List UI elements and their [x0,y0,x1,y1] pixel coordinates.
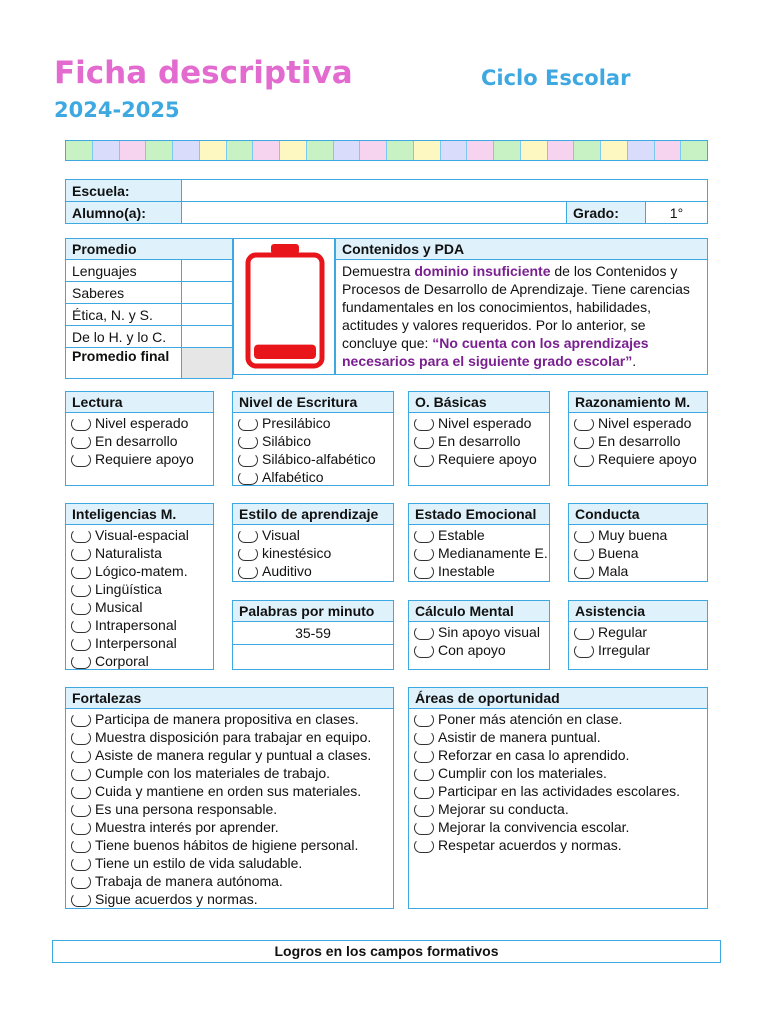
palabras-title: Palabras por minuto [233,601,393,622]
option-label: Nivel esperado [438,415,532,431]
strip-cell [120,141,147,160]
strip-cell [360,141,387,160]
oportunidad-option [414,746,707,764]
checkbox[interactable] [574,565,594,579]
strip-cell [66,141,93,160]
option-label: Nivel esperado [95,415,189,431]
checkbox[interactable] [71,435,91,449]
calculo-title: Cálculo Mental [409,601,549,622]
promedio-row: Lenguajes [66,260,182,282]
fortalezas-panel [65,687,394,909]
option-label: Sin apoyo visual [438,624,540,640]
checkbox[interactable] [71,857,91,871]
option-label: Es una persona responsable. [95,801,278,817]
fortalezas-option [71,872,393,890]
option-label: Participar en las actividades escolares. [438,783,681,799]
option-label: En desarrollo [598,433,681,449]
option-label: En desarrollo [438,433,521,449]
oportunidad-option [414,818,707,836]
checkbox[interactable] [414,821,434,835]
option-label: Mejorar la convivencia escolar. [438,819,630,835]
option-label: Tiene buenos hábitos de higiene personal. [95,837,359,853]
checkbox[interactable] [71,655,91,669]
palabras-panel [232,600,394,670]
checkbox[interactable] [414,417,434,431]
checkbox[interactable] [414,529,434,543]
lectura-option [71,414,213,432]
razonamiento-option [574,414,707,432]
checkbox[interactable] [71,453,91,467]
option-label: Mala [598,563,629,579]
option-label: Silábico [262,433,312,449]
fortalezas-option [71,800,393,818]
checkbox[interactable] [414,839,434,853]
escritura-option [238,468,393,486]
checkbox[interactable] [71,529,91,543]
fortalezas-option [71,854,393,872]
promedio-row: De lo H. y lo C. [66,326,182,348]
strip-cell [253,141,280,160]
strip-cell [307,141,334,160]
option-label: Sigue acuerdos y normas. [95,891,258,907]
inteligencias-option [71,652,213,670]
checkbox[interactable] [238,453,258,467]
checkbox[interactable] [71,547,91,561]
promedio-row: Ética, N. y S. [66,304,182,326]
checkbox[interactable] [238,435,258,449]
option-label: Naturalista [95,545,162,561]
cycle-label: Ciclo Escolar [481,66,631,90]
option-label: Irregular [598,642,651,658]
inteligencias-panel [65,503,214,670]
strip-cell [467,141,494,160]
checkbox[interactable] [574,626,594,640]
option-label: En desarrollo [95,433,178,449]
fortalezas-option [71,890,393,908]
strip-cell [93,141,120,160]
calculo-option [414,641,549,659]
fortalezas-option [71,782,393,800]
strip-cell [414,141,441,160]
razonamiento-panel [568,391,708,486]
razonamiento-option [574,432,707,450]
checkbox[interactable] [71,637,91,651]
lectura-option [71,450,213,468]
battery-icon [234,239,334,374]
palabras-value: 35-59 [233,622,393,645]
checkbox[interactable] [414,547,434,561]
option-label: Silábico-alfabético [262,451,376,467]
checkbox[interactable] [574,417,594,431]
checkbox[interactable] [414,453,434,467]
escritura-option [238,414,393,432]
conducta-option [574,562,707,580]
contenidos-conclusion: “No cuenta con los aprendizajes necesarios para el siguiente grado escolar” [342,335,649,369]
estilo-title: Estilo de aprendizaje [233,504,393,525]
option-label: Con apoyo [438,642,506,658]
conducta-option [574,544,707,562]
option-label: Regular [598,624,648,640]
emocional-title: Estado Emocional [409,504,549,525]
option-label: Muestra disposición para trabajar en equipo. [95,729,372,745]
asistencia-title: Asistencia [569,601,707,622]
oportunidad-option [414,782,707,800]
fortalezas-option [71,746,393,764]
option-label: Reforzar en casa lo aprendido. [438,747,630,763]
checkbox[interactable] [414,644,434,658]
strip-cell [655,141,682,160]
razonamiento-option [574,450,707,468]
lectura-panel [65,391,214,486]
calculo-option [414,623,549,641]
fortalezas-option [71,764,393,782]
fortalezas-option [71,728,393,746]
checkbox[interactable] [71,893,91,907]
fortalezas-option [71,836,393,854]
strip-cell [548,141,575,160]
asistencia-panel [568,600,708,670]
conducta-panel [568,503,708,582]
option-label: Muy buena [598,527,668,543]
escritura-option [238,450,393,468]
option-label: Requiere apoyo [598,451,697,467]
checkbox[interactable] [238,529,258,543]
option-label: Cumple con los materiales de trabajo. [95,765,331,781]
promedio-row: Saberes [66,282,182,304]
strip-cell [280,141,307,160]
strip-cell [574,141,601,160]
basicas-title: O. Básicas [409,392,549,413]
promedio-table [65,238,233,379]
promedio-value-field[interactable] [182,304,233,326]
contenidos-title: Contenidos y PDA [336,239,707,260]
option-label: Mejorar su conducta. [438,801,569,817]
option-label: Asiste de manera regular y puntual a clases. [95,747,372,763]
asistencia-option [574,623,707,641]
logros-title: Logros en los campos formativos [52,940,721,963]
promedio-value-field[interactable] [182,326,233,348]
option-label: Respetar acuerdos y normas. [438,837,622,853]
option-label: Corporal [95,653,149,669]
fortalezas-option [71,818,393,836]
grado-value: 1° [646,202,708,224]
checkbox[interactable] [414,785,434,799]
option-label: Requiere apoyo [438,451,537,467]
oportunidad-option [414,728,707,746]
contenidos-highlight: dominio insuficiente [414,263,551,279]
option-label: Presilábico [262,415,331,431]
option-label: Nivel esperado [598,415,692,431]
checkbox[interactable] [71,601,91,615]
calculo-panel [408,600,550,670]
option-label: Intrapersonal [95,617,177,633]
option-label: Visual-espacial [95,527,189,543]
option-label: Inestable [438,563,495,579]
checkbox[interactable] [238,471,258,485]
inteligencias-option [71,598,213,616]
option-label: Musical [95,599,143,615]
checkbox[interactable] [71,731,91,745]
escuela-label: Escuela: [66,180,182,202]
option-label: Lógico-matem. [95,563,188,579]
checkbox[interactable] [71,875,91,889]
estilo-option [238,562,393,580]
option-label: Asistir de manera puntual. [438,729,601,745]
strip-cell [387,141,414,160]
inteligencias-option [71,580,213,598]
strip-cell [521,141,548,160]
option-label: Cuida y mantiene en orden sus materiales. [95,783,362,799]
checkbox[interactable] [71,619,91,633]
escritura-title: Nivel de Escritura [233,392,393,413]
option-label: Buena [598,545,639,561]
checkbox[interactable] [71,803,91,817]
checkbox[interactable] [414,565,434,579]
checkbox[interactable] [238,417,258,431]
checkbox[interactable] [71,583,91,597]
checkbox[interactable] [574,453,594,467]
option-label: Alfabético [262,469,324,485]
promedio-final-label: Promedio final [66,348,182,379]
conducta-option [574,526,707,544]
cycle-years: 2024-2025 [54,98,180,122]
battery-level [254,345,316,359]
contenidos-text [336,260,707,372]
promedio-value-field[interactable] [182,260,233,282]
inteligencias-option [71,544,213,562]
fortalezas-title: Fortalezas [66,688,393,709]
inteligencias-option [71,562,213,580]
checkbox[interactable] [414,767,434,781]
estilo-panel [232,503,394,582]
strip-cell [200,141,227,160]
checkbox[interactable] [71,565,91,579]
conducta-title: Conducta [569,504,707,525]
emocional-option [414,526,549,544]
fortalezas-option [71,710,393,728]
promedio-final-field[interactable] [182,348,233,379]
checkbox[interactable] [574,529,594,543]
emocional-option [414,544,549,562]
checkbox[interactable] [238,547,258,561]
contenidos-text-part: Demuestra [342,263,415,279]
student-info-table [65,179,708,224]
option-label: Medianamente E. [438,545,548,561]
checkbox[interactable] [414,803,434,817]
checkbox[interactable] [414,749,434,763]
option-label: Cumplir con los materiales. [438,765,607,781]
option-label: Trabaja de manera autónoma. [95,873,283,889]
checkbox[interactable] [71,417,91,431]
grado-label: Grado: [567,202,646,224]
lectura-option [71,432,213,450]
checkbox[interactable] [414,626,434,640]
strip-cell [494,141,521,160]
escritura-option [238,432,393,450]
basicas-option [414,450,549,468]
emocional-option [414,562,549,580]
estilo-option [238,526,393,544]
option-label: Auditivo [262,563,312,579]
promedio-value-field[interactable] [182,282,233,304]
strip-cell [227,141,254,160]
option-label: Estable [438,527,485,543]
checkbox[interactable] [71,839,91,853]
basicas-option [414,432,549,450]
inteligencias-title: Inteligencias M. [66,504,213,525]
checkbox[interactable] [71,821,91,835]
contenidos-text-part: de los Contenidos y Procesos de Desarrollo de Aprendizaje. Tiene carencias fundamentales en los conocimientos, habilidades, actitudes y valores requeridos. Por lo anterior, se concluye que: [342,263,690,351]
option-label: Muestra interés por aprender. [95,819,279,835]
inteligencias-option [71,526,213,544]
option-label: Requiere apoyo [95,451,194,467]
oportunidad-option [414,764,707,782]
checkbox[interactable] [414,731,434,745]
oportunidad-title: Áreas de oportunidad [409,688,707,709]
checkbox[interactable] [414,713,434,727]
checkbox[interactable] [71,785,91,799]
escritura-panel [232,391,394,486]
oportunidad-option [414,836,707,854]
checkbox[interactable] [574,644,594,658]
oportunidad-option [414,710,707,728]
checkbox[interactable] [238,565,258,579]
oportunidad-panel [408,687,708,909]
alumno-field[interactable] [182,202,567,224]
razonamiento-title: Razonamiento M. [569,392,707,413]
oportunidad-option [414,800,707,818]
lectura-title: Lectura [66,392,213,413]
strip-cell [334,141,361,160]
strip-cell [146,141,173,160]
strip-cell [441,141,468,160]
battery-panel [233,238,335,375]
strip-cell [681,141,707,160]
checkbox[interactable] [71,749,91,763]
strip-cell [628,141,655,160]
basicas-option [414,414,549,432]
document-title: Ficha descriptiva [54,55,353,91]
checkbox[interactable] [414,435,434,449]
contenidos-panel [335,238,708,375]
escuela-field[interactable] [182,180,708,202]
checkbox[interactable] [574,435,594,449]
option-label: Tiene un estilo de vida saludable. [95,855,303,871]
option-label: kinestésico [262,545,332,561]
estilo-option [238,544,393,562]
strip-cell [173,141,200,160]
promedio-title: Promedio [66,239,233,260]
inteligencias-option [71,616,213,634]
emocional-panel [408,503,550,582]
option-label: Poner más atención en clase. [438,711,623,727]
option-label: Interpersonal [95,635,177,651]
alumno-label: Alumno(a): [66,202,182,224]
asistencia-option [574,641,707,659]
option-label: Participa de manera propositiva en clases. [95,711,359,727]
inteligencias-option [71,634,213,652]
strip-cell [601,141,628,160]
color-strip [65,140,708,161]
option-label: Visual [262,527,300,543]
checkbox[interactable] [574,547,594,561]
contenidos-text-part: . [632,353,637,369]
checkbox[interactable] [71,713,91,727]
option-label: Lingüística [95,581,162,597]
basicas-panel [408,391,550,486]
checkbox[interactable] [71,767,91,781]
